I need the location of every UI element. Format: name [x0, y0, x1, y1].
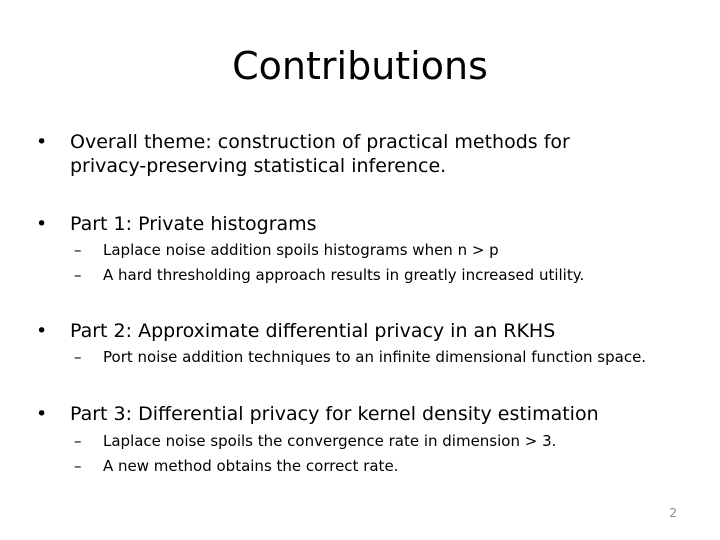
subpoint-text: A hard thresholding approach results in greatly increased utility.	[103, 266, 585, 284]
bullet-marker: •	[36, 213, 48, 235]
subpoint-text: A new method obtains the correct rate.	[103, 457, 399, 475]
bullet-marker: •	[36, 320, 48, 342]
page-number: 2	[669, 506, 677, 520]
bullet-text: Part 1: Private histograms	[70, 213, 317, 235]
subpoint-marker: –	[74, 348, 82, 366]
bullet-text: Part 2: Approximate differential privacy in an RKHS	[70, 320, 556, 342]
slide-title: Contributions	[232, 44, 488, 88]
subpoint-marker: –	[74, 266, 82, 284]
bullet-marker: •	[36, 131, 48, 153]
bullet-text: Part 3: Differential privacy for kernel density estimation	[70, 403, 599, 425]
subpoint-marker: –	[74, 457, 82, 475]
bullet-marker: •	[36, 403, 48, 425]
subpoint-text: Port noise addition techniques to an infinite dimensional function space.	[103, 348, 647, 366]
subpoint-text: Laplace noise spoils the convergence rate in dimension > 3.	[103, 432, 557, 450]
subpoint-marker: –	[74, 241, 82, 259]
subpoint-text: Laplace noise addition spoils histograms when n > p	[103, 241, 499, 259]
bullet-text: Overall theme: construction of practical methods for privacy-preserving statistical inference.	[70, 131, 570, 177]
subpoint-marker: –	[74, 432, 82, 450]
